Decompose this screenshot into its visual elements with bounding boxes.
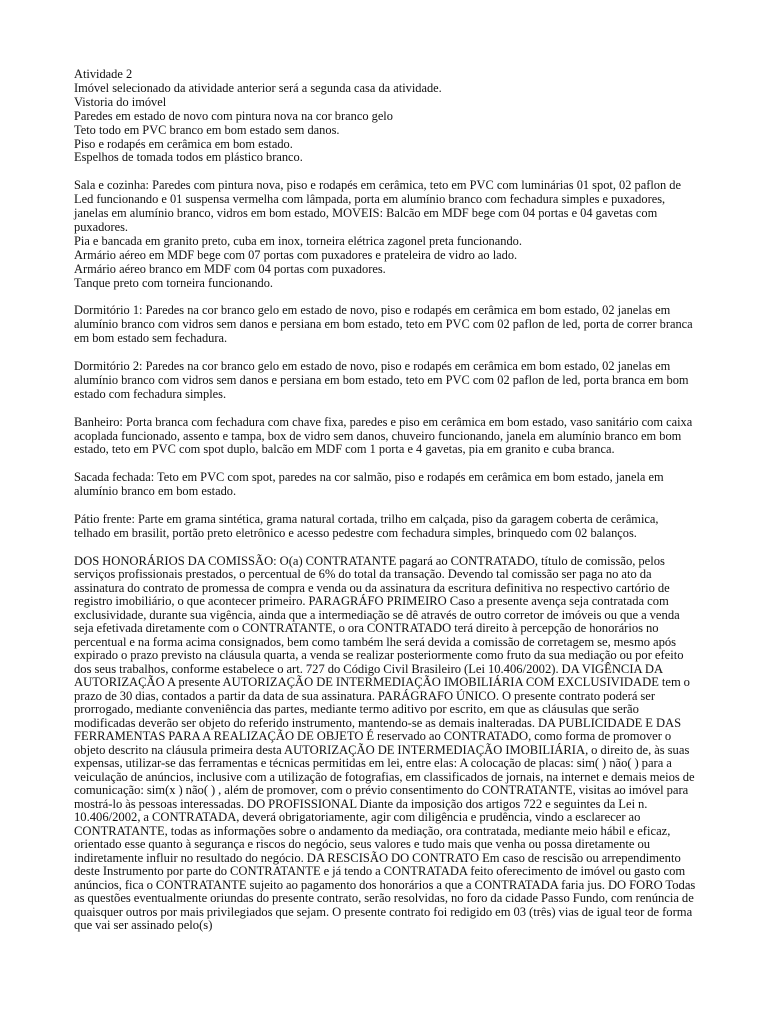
section-sala-cozinha <box>74 179 696 290</box>
section-banheiro: Banheiro: Porta branca com fechadura com chave fixa, paredes e piso em cerâmica em bom estado, vaso sanitário com caixa acoplada funcionado, assento e tampa, box de vidro sem danos, chuveiro funcionando, janela em alumínio branco em bom estado, teto em PVC com spot duplo, balcão em MDF com 1 porta e 4 gavetas, pia em granito e cuba branca. <box>74 414 693 457</box>
sala-cozinha-item: Armário aéreo em MDF bege com 07 portas com puxadores e prateleira de vidro ao lado. <box>74 247 518 262</box>
sala-cozinha-item: Armário aéreo branco em MDF com 04 portas com puxadores. <box>74 261 386 276</box>
header-line: Imóvel selecionado da atividade anterior será a segunda casa da atividade. <box>74 80 442 95</box>
section-patio: Pátio frente: Parte em grama sintética, grama natural cortada, trilho em calçada, piso da garagem coberta de cerâmica, telhado em brasilit, portão preto eletrônico e acesso pedestre com fechadura simples, brinquedo com 02 balanços. <box>74 511 659 540</box>
sala-cozinha-item: Pia e bancada em granito preto, cuba em inox, torneira elétrica zagonel preta funcionando. <box>74 233 522 248</box>
header-line: Espelhos de tomada todos em plástico branco. <box>74 150 303 165</box>
sala-cozinha-item: Tanque preto com torneira funcionando. <box>74 275 274 290</box>
section-dormitorio-2: Dormitório 2: Paredes na cor branco gelo em estado de novo, piso e rodapés em cerâmica em bom estado, 02 janelas em alumínio branco com vidros sem danos e persiana em bom estado, teto em PVC com 02 paflon de led, porta branca em bom estado com fechadura simples. <box>74 358 689 401</box>
inspection-header <box>74 68 696 165</box>
header-line: Vistoria do imóvel <box>74 94 167 109</box>
sala-cozinha-description: Sala e cozinha: Paredes com pintura nova, piso e rodapés em cerâmica, teto em PVC com luminárias 01 spot, 02 paflon de Led funcionando e 01 suspensa vermelha com lâmpada, porta em alumínio branco com fechadura simples e puxadores, janelas em alumínio branco, vidros em bom estado, MOVEIS: Balcão em MDF bege com 04 portas e 04 gavetas com puxadores. <box>74 178 681 234</box>
section-sacada: Sacada fechada: Teto em PVC com spot, paredes na cor salmão, piso e rodapés em cerâmica em bom estado, janela em alumínio branco em bom estado. <box>74 470 664 499</box>
header-line: Teto todo em PVC branco em bom estado sem danos. <box>74 122 340 137</box>
section-dormitorio-1: Dormitório 1: Paredes na cor branco gelo em estado de novo, piso e rodapés em cerâmica em bom estado, 02 janelas em alumínio branco com vidros sem danos e persiana em bom estado, teto em PVC com 02 paflon de led, porta de correr branca em bom estado sem fechadura. <box>74 303 693 346</box>
contract-clauses: DOS HONORÁRIOS DA COMISSÃO: O(a) CONTRATANTE pagará ao CONTRATADO, título de comissão, pelos serviços profissionais prestados, o percentual de 6% do total da transação. Devendo tal comissão ser paga no ato da assinatura do contrato de promessa de compra e venda ou da assinatura da escritura definitiva no respectivo cartório de registro imobiliário, o que acontecer primeiro. PARAGRÁFO PRIMEIRO Caso a presente avença seja contratada com exclusividade, durante sua vigência, ainda que a intermediação se dê através de outro corretor de imóveis ou que a venda seja efetivada diretamente com o CONTRATANTE, o ora CONTRATADO terá direito à percepção de honorários no percentual e na forma acima consignados, bem como também lhe será devida a comissão de corretagem se, mesmo após expirado o prazo previsto na cláusula quarta, a venda se realizar posteriormente como fruto da sua mediação ou por efeito dos seus trabalhos, conforme estabelece o art. 727 do Código Civil Brasileiro (Lei 10.406/2002). DA VIGÊNCIA DA AUTORIZAÇÃO A presente AUTORIZAÇÃO DE INTERMEDIAÇÃO IMOBILIÁRIA COM EXCLUSIVIDADE tem o prazo de 30 dias, contados a partir da data de sua assinatura. PARÁGRAFO ÚNICO. O presente contrato poderá ser prorrogado, mediante conveniência das partes, mediante termo aditivo por escrito, em que as cláusulas que serão modificadas deverão ser objeto do referido instrumento, mantendo-se as demais inalteradas. DA PUBLICIDADE E DAS FERRAMENTAS PARA A REALIZAÇÃO DE OBJETO É reservado ao CONTRATADO, como forma de promover o objeto descrito na cláusula primeira desta AUTORIZAÇÃO DE INTERMEDIAÇÃO IMOBILIÁRIA, o direito de, às suas expensas, utilizar-se das ferramentas e técnicas permitidas em lei, entre elas: A colocação de placas: sim( ) não( ) para a veiculação de anúncios, inclusive com a utilização de fotografias, em classificados de jornais, na internet e demais meios de comunicação: sim(x ) não( ) , além de promover, com o prévio consentimento do CONTRATANTE, visitas ao imóvel para mostrá-lo às pessoas interessadas. DO PROFISSIONAL Diante da imposição dos artigos 722 e seguintes da Lei n. 10.406/2002, a CONTRATADA, deverá obrigatoriamente, agir com diligência e prudência, vindo a esclarecer ao CONTRATANTE, todas as informações sobre o andamento da mediação, ora contratada, mediante meio hábil e eficaz, orientado esse quanto à segurança e riscos do negócio, seus valores e tudo mais que venha ou possa diretamente ou indiretamente influir no resultado do negócio. DA RESCISÃO DO CONTRATO Em caso de rescisão ou arrependimento deste Instrumento por parte do CONTRATANTE e já tendo a CONTRATADA feito oferecimento de imóvel ou gasto com anúncios, fica o CONTRATANTE sujeito ao pagamento dos honorários a que a CONTRATADA faria jus. DO FORO Todas as questões eventualmente oriundas do presente contrato, serão resolvidas, no foro da cidade Passo Fundo, com renúncia de quaisquer outros por mais privilegiados que sejam. O presente contrato foi redigido em 03 (três) vias de igual teor de forma que vai ser assinado pelo(s) <box>74 553 696 933</box>
header-line: Paredes em estado de novo com pintura nova na cor branco gelo <box>74 108 393 123</box>
activity-title: Atividade 2 <box>74 67 133 81</box>
header-line: Piso e rodapés em cerâmica em bom estado. <box>74 136 293 151</box>
